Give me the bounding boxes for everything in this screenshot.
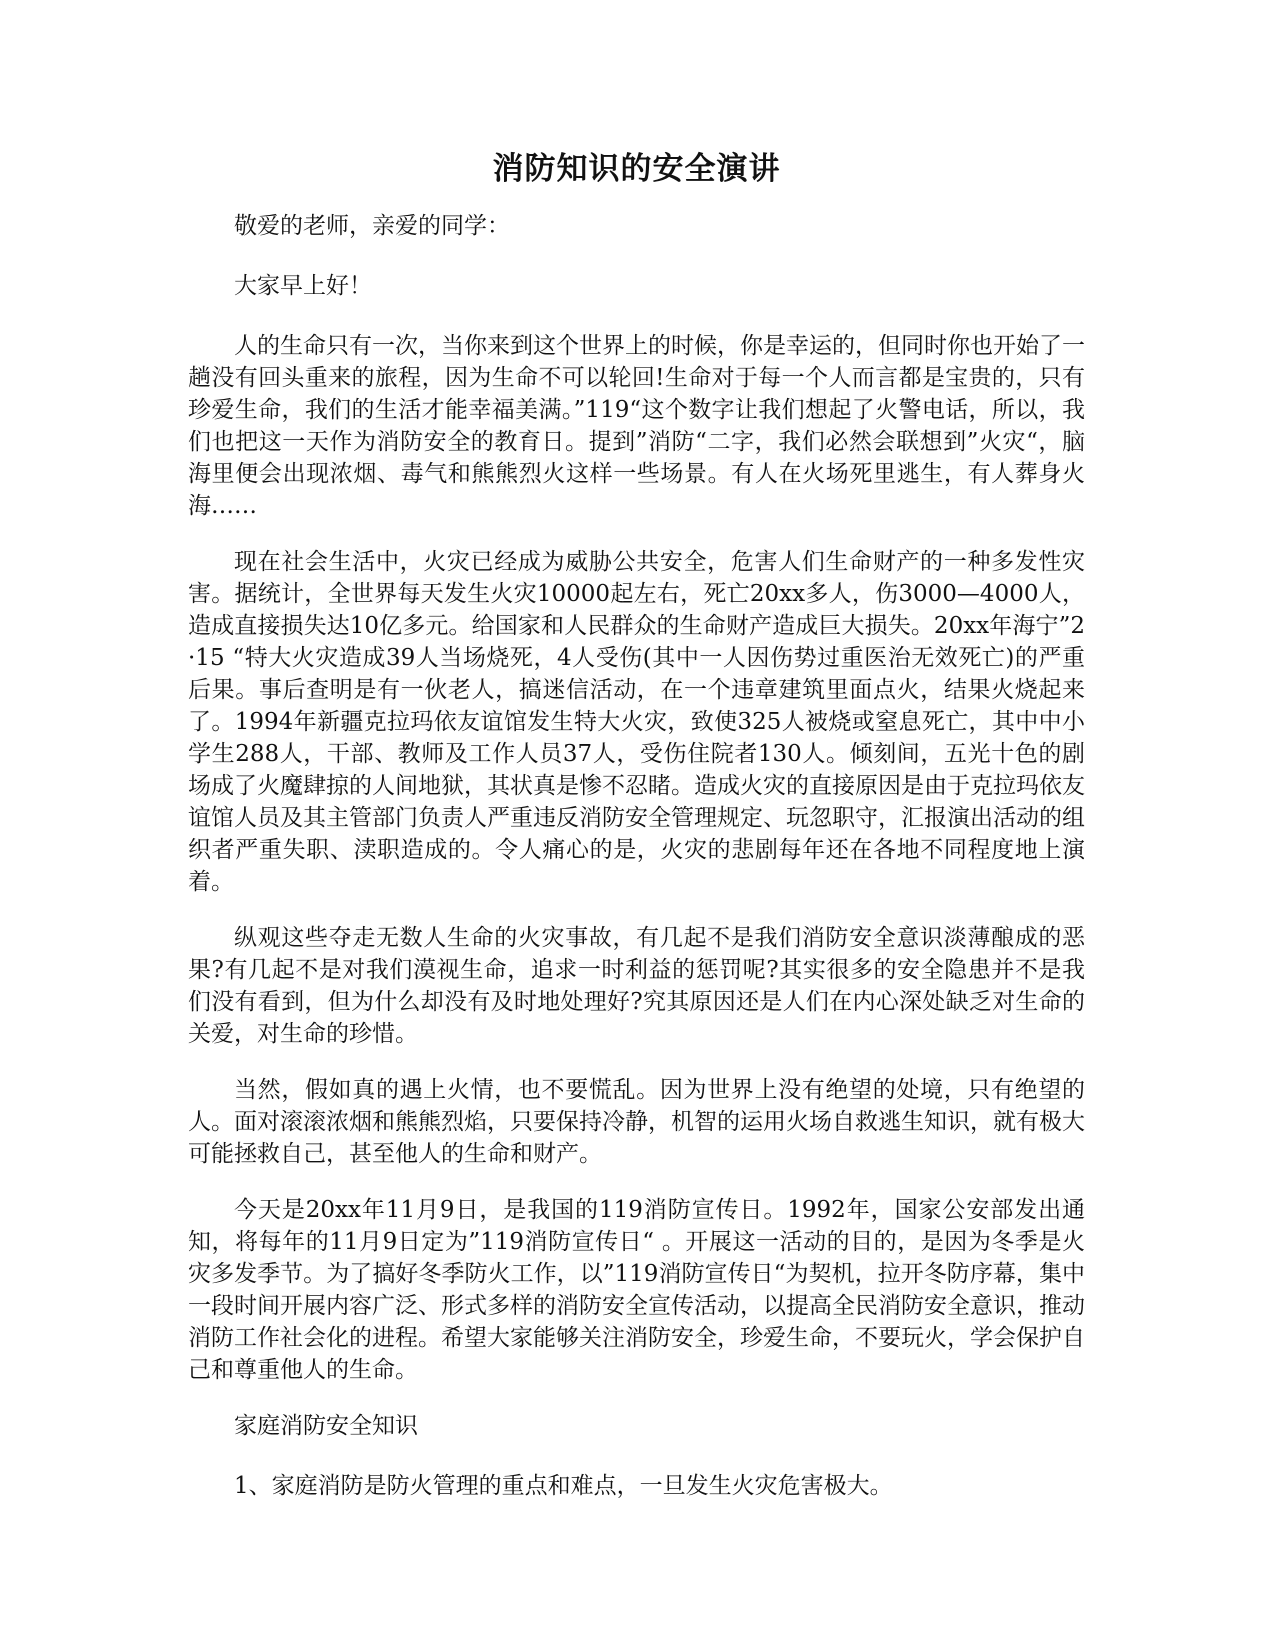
paragraph-reflection: 纵观这些夺走无数人生命的火灾事故，有几起不是我们消防安全意识淡薄酿成的恶果?有几起不是对我们漠视生命，追求一时利益的惩罚呢?其实很多的安全隐患并不是我们没有看到，但为什么却没有及时地处理好?究其原因还是人们在内心深处缺乏对生命的关爱，对生命的珍惜。 (188, 925, 1085, 1047)
paragraph-fire-statistics: 现在社会生活中，火灾已经成为威胁公共安全，危害人们生命财产的一种多发性灾害。据统计，全世界每天发生火灾10000起左右，死亡20xx多人，伤3000—4000人，造成直接损失达10亿多元。给国家和人民群众的生命财产造成巨大损失。20xx年海宁”2·15 “特大火灾造成39人当场烧死，4人受伤(其中一人因伤势过重医治无效死亡)的严重后果。事后查明是有一伙老人，搞迷信活动，在一个违章建筑里面点火，结果火烧起来了。1994年新疆克拉玛依友谊馆发生特大火灾，致使325人被烧或窒息死亡，其中中小学生288人，干部、教师及工作人员37人，受伤住院者130人。倾刻间，五光十色的剧场成了火魔肆掠的人间地狱，其状真是惨不忍睹。造成火灾的直接原因是由于克拉玛依友谊馆人员及其主管部门负责人严重违反消防安全管理规定、玩忽职守，汇报演出活动的组织者严重失职、渎职造成的。令人痛心的是，火灾的悲剧每年还在各地不同程度地上演着。 (188, 549, 1085, 895)
salutation: 敬爱的老师，亲爱的同学： (234, 213, 510, 239)
paragraph-119-day: 今天是20xx年11月9日，是我国的119消防宣传日。1992年，国家公安部发出通知，将每年的11月9日定为”119消防宣传日“ 。开展这一活动的目的，是因为冬季是火灾多发季节。为了搞好冬季防火工作，以”119消防宣传日“为契机，拉开冬防序幕，集中一段时间开展内容广泛、形式多样的消防安全宣传活动，以提高全民消防安全意识，推动消防工作社会化的进程。希望大家能够关注消防安全，珍爱生命，不要玩火，学会保护自己和尊重他人的生命。 (188, 1197, 1085, 1383)
paragraph-stay-calm: 当然，假如真的遇上火情，也不要慌乱。因为世界上没有绝望的处境，只有绝望的人。面对滚滚浓烟和熊熊烈焰，只要保持冷静，机智的运用火场自救逃生知识，就有极大可能拯救自己，甚至他人的生命和财产。 (188, 1077, 1085, 1167)
greeting: 大家早上好！ (234, 273, 372, 299)
document-title: 消防知识的安全演讲 (492, 151, 781, 187)
section-heading-home-safety: 家庭消防安全知识 (234, 1413, 418, 1439)
list-item-1: 1、家庭消防是防火管理的重点和难点，一旦发生火灾危害极大。 (234, 1473, 893, 1499)
paragraph-life-value: 人的生命只有一次，当你来到这个世界上的时候，你是幸运的，但同时你也开始了一趟没有回头重来的旅程，因为生命不可以轮回!生命对于每一个人而言都是宝贵的，只有珍爱生命，我们的生活才能幸福美满。”119“这个数字让我们想起了火警电话，所以，我们也把这一天作为消防安全的教育日。提到”消防“二字，我们必然会联想到”火灾“，脑海里便会出现浓烟、毒气和熊熊烈火这样一些场景。有人在火场死里逃生，有人葬身火海…… (188, 333, 1085, 519)
